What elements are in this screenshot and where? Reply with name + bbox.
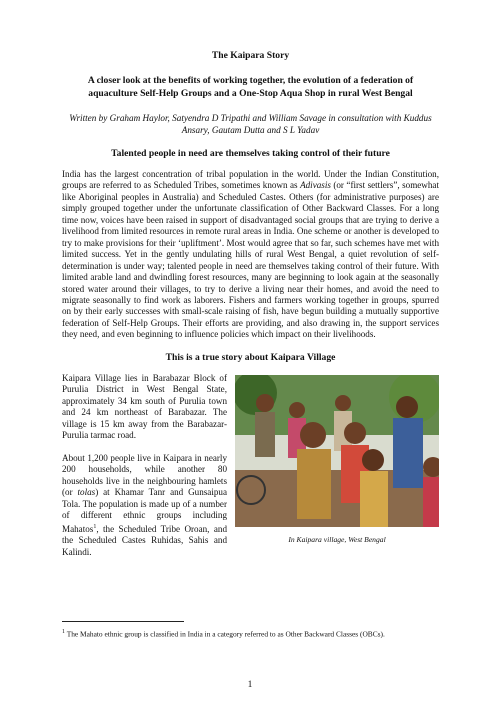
document-title: The Kaipara Story (211, 50, 290, 61)
photo-child-3 (334, 395, 352, 451)
intro-text-part1: India has the largest concentration of tribal population in the world. Under the Indian Constitution, groups are referred to as Scheduled Tribes, sometimes known as (62, 169, 439, 191)
photo-child-5 (297, 422, 331, 519)
photo-figure (235, 375, 439, 570)
footnote-number: 1 (62, 629, 65, 635)
document-page (62, 50, 439, 569)
footnote-separator (62, 621, 184, 622)
kaipara-location-paragraph: Kaipara Village lies in Barabazar Block of Purulia District in West Bengal State, approximately 34 km south of Purulia town and 24 km northeast of Barabazar. The village is 15 km away from the Barabazar-Purulia tarmac road. (62, 372, 227, 441)
document-subtitle: A closer look at the benefits of working together, the evolution of a federation of aquaculture Self-Help Groups and a One-Stop Aqua Shop in rural West Bengal (87, 75, 414, 99)
kaipara-two-column (62, 373, 439, 570)
section-heading-talented-people: Talented people in need are themselves taking control of their future (111, 148, 390, 159)
footnote-reference[interactable]: 1 (93, 523, 97, 530)
author-credits: Written by Graham Haylor, Satyendra D Tripathi and William Savage in consultation with Kuddus Ansary, Gautam Dutta and S L Yadav (69, 113, 432, 135)
photo-child-7 (360, 449, 388, 527)
adivasis-term: Adivasis (300, 180, 331, 191)
tolas-term: tolas (77, 487, 96, 498)
intro-paragraph (62, 169, 439, 341)
page-number: 1 (247, 680, 253, 690)
kaipara-population-paragraph (62, 453, 227, 559)
population-text-part3: , the Scheduled Tribe Oroan, and the Scheduled Castes Ruhidas, Sahis and Kalindi. (62, 523, 227, 557)
section-heading-kaipara: This is a true story about Kaipara Village (165, 351, 336, 363)
photo-child-1 (255, 394, 275, 457)
footnote-text: The Mahato ethnic group is classified in India in a category referred to as Other Backward Classes (OBCs). (66, 629, 385, 639)
intro-text-part2: (or “first settlers”, somewhat like Aboriginal peoples in Australia) and Scheduled Castes. Others (for administrative purposes) are simply grouped together under the unfortunate classification of Other Backward Classes. For a long time now, voices have been raised in support of disadvantaged social groups that are trying to derive a livelihood from limited resources in remote rural areas in India. One scheme or another is developed to try to make provisions for their ‘upliftment’. Most would agree that so far, such schemes have met with limited success. Yet in the gently undulating hills of rural West Bengal, a quiet revolution of self-determination is under way; talented people in need are themselves taking control of their future. With limited arable land and dwindling forest resources, many are beginning to look again at the seasonally stored water around their villages, to try to derive a living near their homes, and avoid the need to migrate seasonally to find work as laborers. Fishers and farmers working together in groups, spurred on by their early successes with small-scale raising of fish, have begun building a mutually supportive federation of Self-Help Groups. Their efforts are providing, and also drawing in, the support services they need, and even beginning to influence policies which impact on their livelihoods. (62, 180, 439, 340)
photo-caption: In Kaipara village, West Bengal (288, 534, 386, 544)
kaipara-text-column (62, 373, 227, 570)
population-text-part2: ) at Khamar Tanr and Gunsaipua Tola. The population is made up of a number of different ethnic groups including Mahatos (62, 487, 227, 534)
children-photo (235, 375, 439, 527)
population-text-part1: About 1,200 people live in Kaipara in nearly 200 households, while another 80 households live in the neighbouring hamlets (or (62, 452, 227, 498)
footnote (62, 628, 442, 638)
photo-child-8 (423, 457, 439, 527)
